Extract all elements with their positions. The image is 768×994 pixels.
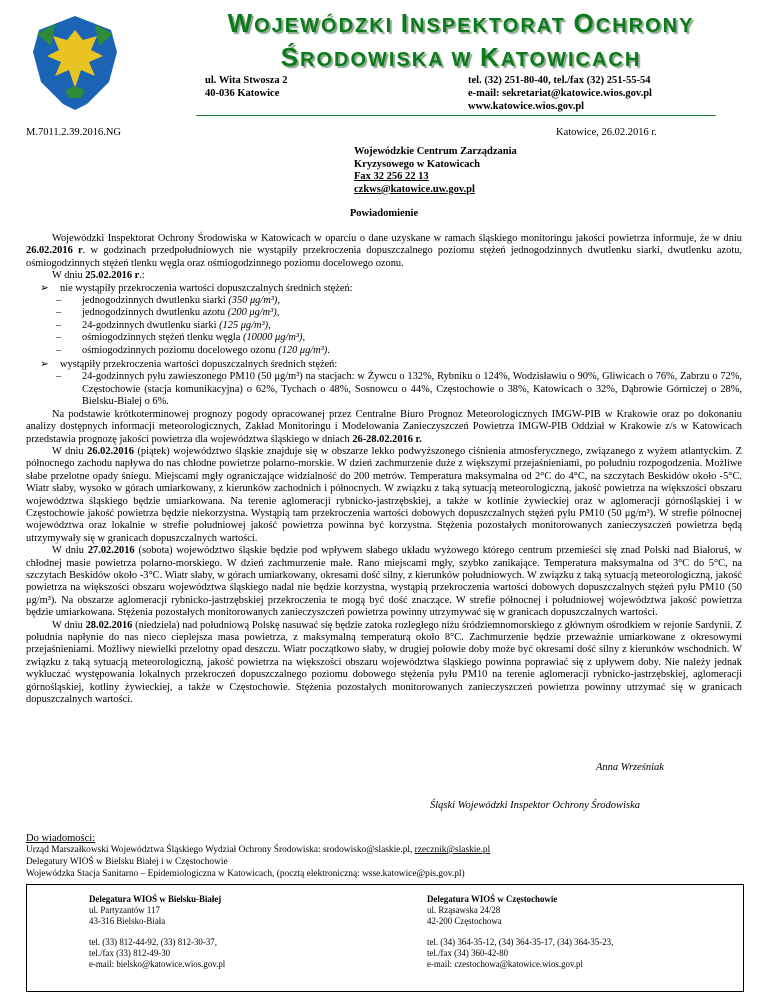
reference-number: M.7011.2.39.2016.NG xyxy=(26,127,121,138)
delegatura-czestochowa-street: ul. Rząsawska 24/28 xyxy=(427,905,501,915)
delegatura-czestochowa-email: e-mail: czestochowa@katowice.wios.gov.pl xyxy=(427,959,583,969)
distribution-line3: Wojewódzka Stacja Sanitarno – Epidemiologiczna w Katowicach, (pocztą elektroniczną: wsse.katowice@pis.gov.pl) xyxy=(26,868,465,879)
delegatura-bielsko-fax: tel./fax (33) 812-49-30 xyxy=(89,948,171,958)
forecast-day26-paragraph: W dniu 26.02.2016 (piątek) województwo śląskie znajduje się w obszarze lekko podwyższonego ciśnienia atmosferycznego, związanego z wyżem atlantyckim. Z północnego zachodu napływa do nas chłodne powietrze polarno-morskie. W dzień zachmurzenie duże z większymi przejaśnieniami, po południu rozpogodzenia. Możliwe słabe przelotne opady śniegu. Miejscami mgły ograniczające widzialność do 200 metrów. Temperatura maksymalna od 2°C do 4°C, na szczytach Beskidów około -5°C. Wiatr słaby, wysoko w górach umiarkowany, z kierunków zachodnich i północnych. W związku z taką sytuacją meteorologiczną, jakość powietrza na większości obszaru województwa śląskiego będzie umiarkowana. Na terenie aglomeracji rybnicko-jastrzębskiej, a także w kotlinie żywieckiej oraz w aglomeracji górnośląskiej i w Częstochowie jakość powietrza będzie niekorzystna. Wystąpią tam przekroczenia wartości dobowych dopuszczalnych stężeń pyłu PM10 (50 μg/m³). W strefie północnej województwa oraz lokalnie w strefie południowej jakość powietrza powinna być korzystna. Stężenia pozostałych monitorowanych zanieczyszczeń powietrza będą utrzymywały się w granicach dopuszczalnych wartości. xyxy=(26,445,742,544)
header-phone: tel. (32) 251-80-40, tel./fax (32) 251-55-54 xyxy=(468,75,651,86)
delegatura-bielsko xyxy=(89,894,225,970)
document-title: Powiadomienie xyxy=(349,208,419,219)
wios-crest-logo xyxy=(25,12,125,112)
header-street: ul. Wita Stwosza 2 xyxy=(205,75,288,86)
recipient-line2: Kryzysowego w Katowicach xyxy=(354,158,480,170)
delegatura-czestochowa-name: Delegatura WIOŚ w Częstochowie xyxy=(427,894,558,904)
signature-line: Śląski Wojewódzki Inspektor Ochrony Środowiska xyxy=(430,800,640,811)
place-date: Katowice, 26.02.2016 r. xyxy=(556,127,657,138)
forecast-intro-paragraph: Na podstawie krótkoterminowej prognozy pogody opracowanej przez Centralne Biuro Prognoz Meteorologicznych IMGW-PIB w Krakowie oraz po dokonaniu analizy dostępnych informacji meteorologicznych, Zakład Monitoringu i Modelowania Zanieczyszczeń Powietrza IMGW-PIB Oddział w Krakowie z/s w Katowicach przedstawia prognozę jakości powietrza dla województwa śląskiego w dniach 26-28.02.2016 r. xyxy=(26,408,742,445)
delegatury-box xyxy=(26,884,744,992)
header-www: www.katowice.wios.gov.pl xyxy=(468,101,585,112)
delegatura-czestochowa-city: 42-200 Częstochowa xyxy=(427,916,502,926)
recipient-fax: Fax 32 256 22 13 xyxy=(354,171,429,182)
delegatura-czestochowa-tel: tel. (34) 364-35-12, (34) 364-35-17, (34) 364-35-23, xyxy=(427,937,614,947)
distribution-line1: Urząd Marszałkowski Województwa Śląskiego Wydział Ochrony Środowiska: srodowisko@slaskie.pl, rzecznik@slaskie.pl xyxy=(26,845,491,855)
arrow-bullet-icon: ➢ xyxy=(40,282,49,294)
distribution-line2: Delegatury WIOŚ w Bielsku Białej i w Częstochowie xyxy=(26,856,228,867)
document-body xyxy=(26,233,742,706)
recipient-block xyxy=(354,146,517,196)
recipient-email[interactable]: czkws@katowice.uw.gov.pl xyxy=(354,183,475,195)
header-divider xyxy=(196,115,716,116)
header-city: 40-036 Katowice xyxy=(205,88,280,99)
list-item: – jednogodzinnych dwutlenku siarki (350 μg/m³), xyxy=(56,295,280,307)
rzecznik-email-link[interactable]: rzecznik@slaskie.pl xyxy=(414,845,491,855)
pm10-item: – 24-godzinnych pyłu zawieszonego PM10 (50 μg/m³) na stacjach: w Żywcu o 132%, Rybniku o 124%, Wodzisławiu o 90%, Gliwicach o 76%, Zabrzu o 72%, Częstochowie (stacja komunikacyjna) o 62%, Tychach o 48%, Sosnowcu o 44%, Częstochowie o 38%, Katowicach o 32%, Dąbrowie Górniczej o 28%, Bielsku-Białej o 6%. xyxy=(56,371,742,408)
delegatura-bielsko-city: 43-316 Bielsko-Biała xyxy=(89,916,166,926)
author-name: Anna Wrześniak xyxy=(596,762,664,773)
delegatura-bielsko-tel: tel. (33) 812-44-92, (33) 812-30-37, xyxy=(89,937,217,947)
forecast-day27-paragraph: W dniu 27.02.2016 (sobota) województwo śląskie będzie pod wpływem słabego układu wyżowego którego centrum przemieści się znad Polski nad Białoruś, w chłodnej masie powietrza polarno-morskiego. W dzień zachmurzenie małe. Rano miejscami mgły, szybko zanikające. Temperatura maksymalna od 3°C do 5°C, na szczytach Beskidów około -3°C. Wiatr słaby, w górach umiarkowany, okresami dość silny, z kierunków południowych. W związku z taką sytuacją meteorologiczną, jakość powietrza na większości obszaru województwa śląskiego nadal nie będzie korzystna, wystąpią przekroczenia wartości dobowych dopuszczalnych stężeń pyłu PM10 (50 μg/m³). Na obszarze aglomeracji rybnicko-jastrzębskiej przekroczenia te mogą być dość znaczące. W strefie północnej i południowej województwa jakość powietrza będzie umiarkowana. Stężenia pozostałych monitorowanych zanieczyszczeń powietrza powinny utrzymywać się w granicach dopuszczalnych wartości. xyxy=(26,545,742,619)
delegatura-bielsko-email: e-mail: bielsko@katowice.wios.gov.pl xyxy=(89,959,226,969)
list-item: – 24-godzinnych dwutlenku siarki (125 μg/m³), xyxy=(56,319,271,331)
delegatura-czestochowa-fax: tel./fax (34) 360-42-80 xyxy=(427,948,509,958)
distribution-heading: Do wiadomości: xyxy=(26,833,96,844)
header-address xyxy=(205,74,287,100)
list-item: – ośmiogodzinnych poziomu docelowego ozonu (120 μg/m³). xyxy=(56,344,330,356)
delegatura-czestochowa xyxy=(427,894,613,970)
day25-label: W dniu 25.02.2016 r.: xyxy=(52,270,145,282)
institution-title-line1: WOJEWÓDZKI INSPEKTORAT OCHRONY xyxy=(227,8,695,38)
delegatura-bielsko-street: ul. Partyzantów 117 xyxy=(89,905,160,915)
institution-title-line2: ŚRODOWISKA W KATOWICACH xyxy=(280,42,642,72)
bullet-exceedance: ➢ wystąpiły przekroczenia wartości dopuszczalnych średnich stężeń: xyxy=(40,359,338,371)
list-item: – jednogodzinnych dwutlenku azotu (200 μg/m³), xyxy=(56,307,280,319)
delegatura-bielsko-name: Delegatura WIOŚ w Bielsku-Białej xyxy=(89,894,222,904)
recipient-line1: Wojewódzkie Centrum Zarządzania xyxy=(354,146,517,157)
header-contact xyxy=(468,74,652,113)
forecast-day28-paragraph: W dniu 28.02.2016 (niedziela) nad południową Polskę nasuwać się będzie zatoka rozległego niżu śródziemnomorskiego z głównym ośrodkiem w rejonie Sardynii. Z południa napłynie do nas nieco cieplejsza masa powietrza, z maksymalną temperaturą około 8°C. Zachmurzenie będzie przeważnie umiarkowane z okresowymi przejaśnieniami. Możliwy niewielki przelotny opad deszczu. Wiatr początkowo słaby, w drugiej połowie doby może być okresami dość silny z kierunków wschodnich. W związku z taką sytuacją meteorologiczną, jakość powietrza na większości obszaru województwa śląskiego powinna poprawiać się z upływem doby. Nie należy jednak wykluczać występowania lokalnych przekroczeń dopuszczalnego poziomu dobowego stężenia pyłu PM10 na terenie aglomeracji rybnicko-jastrzębskiej, aglomeracji górnośląskiej, kotliny żywieckiej, a także w Częstochowie. Stężenia pozostałych monitorowanych zanieczyszczeń powietrza powinny utrzymać się w granicach dopuszczalnych wartości. xyxy=(26,619,742,706)
distribution-list xyxy=(26,832,742,880)
bullet-no-exceedance: ➢ nie wystąpiły przekroczenia wartości dopuszczalnych średnich stężeń: xyxy=(40,282,353,294)
list-item: – ośmiogodzinnych stężeń tlenku węgla (10000 μg/m³), xyxy=(56,332,306,344)
intro-paragraph: Wojewódzki Inspektorat Ochrony Środowiska w Katowicach w oparciu o dane uzyskane w ramach śląskiego monitoringu jakości powietrza informuje, że w dniu 26.02.2016 r. w godzinach przedpołudniowych nie wystąpiły przekroczenia dopuszczalnego poziomu stężeń jednogodzinnych dwutlenku siarki, dwutlenku azotu, ośmiogodzinnych stężeń tlenku węgla oraz ośmiogodzinnego poziomu docelowego ozonu. xyxy=(26,233,743,269)
arrow-bullet-icon: ➢ xyxy=(40,359,49,371)
header-email: e-mail: sekretariat@katowice.wios.gov.pl xyxy=(468,88,652,99)
